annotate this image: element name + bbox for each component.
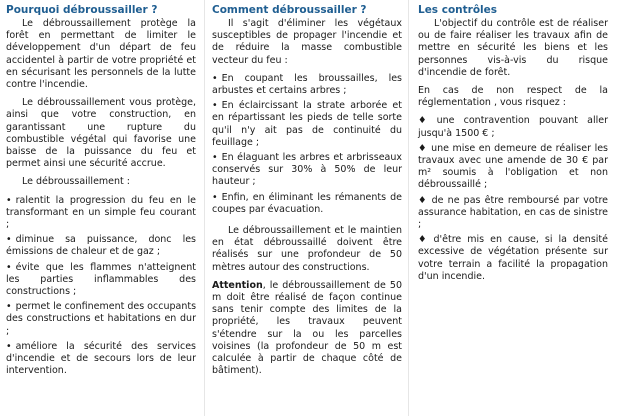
list-item: ♦ une mise en demeure de réaliser les travaux avec une amende de 30 € par m² soumis à l'obligation et non débroussaillé ; <box>418 142 608 191</box>
bullet-dot-icon: • <box>6 234 12 246</box>
bullet-list <box>212 73 402 219</box>
list-item: • En élaguant les arbres et arbrisseaux conservés sur 30% à 50% de leur hauteur ; <box>212 152 402 188</box>
list-item: ♦ une contravention pouvant aller jusqu'à 1500 € ; <box>418 115 608 139</box>
bullet-diamond-icon: ♦ <box>418 234 430 246</box>
list-item: • diminue sa puissance, donc les émissions de chaleur et de gaz ; <box>6 234 196 258</box>
list-intro: Le débroussaillement : <box>22 176 130 188</box>
bullet-diamond-icon: ♦ <box>418 194 428 206</box>
bullet-list <box>6 195 196 381</box>
list-item: • Enfin, en éliminant les rémanents de coupes par évacuation. <box>212 191 402 215</box>
bullet-diamond-icon: ♦ <box>418 142 428 154</box>
bullet-dot-icon: • <box>6 194 12 206</box>
list-item: • En éclaircissant la strate arborée et en répartissant les pieds de telle sorte qu'il n'y ait pas de continuité du feuillage ; <box>212 100 402 148</box>
column-divider <box>408 0 409 416</box>
heading-comment: Comment débroussailler ? <box>212 4 367 16</box>
paragraph: En cas de non respect de la réglementation , vous risquez : <box>418 85 608 109</box>
attention-label: Attention <box>212 279 263 291</box>
bullet-dot-icon: • <box>6 261 12 273</box>
attention-paragraph: Attention, le débroussaillement de 50 m doit être réalisé de façon continue sans tenir compte des limites de la propriété, les travaux peuvent s'étendre sur la ou les parcelles voisines (la profondeur de 50 m est calculée à partir de chaque côté de bâtiment). <box>212 279 402 377</box>
column-pourquoi <box>6 4 196 416</box>
list-item: ♦ de ne pas être remboursé par votre assurance habitation, en cas de sinistre ; <box>418 194 608 231</box>
paragraph: Le débroussaillement vous protège, ainsi que votre construction, en garantissant une rupture du combustible végétal qui favorise une baisse de la puissance du feu et permet ainsi une sécurité accrue. <box>6 97 196 170</box>
paragraph: Le débroussaillement protège la forêt en permettant de limiter le développement d'un départ de feu accidentel à partir de votre propriété et en sécurisant les personnels de la lutte contre l'incendie. <box>6 18 196 91</box>
bullet-dot-icon: • <box>6 301 12 313</box>
list-item: • permet le confinement des occupants des constructions et habitations en dur ; <box>6 301 197 337</box>
bullet-dot-icon: • <box>212 191 218 203</box>
column-controles <box>418 4 608 416</box>
list-item: ♦ d'être mis en cause, si la densité excessive de végétation présente sur votre terrain a facilité la propagation d'un incendie. <box>418 234 608 282</box>
column-comment <box>212 4 402 416</box>
list-item: • En coupant les broussailles, les arbustes et certains arbres ; <box>212 72 402 97</box>
bullet-dot-icon: • <box>212 152 218 164</box>
list-item: • évite que les flammes n'atteignent les parties inflammables des constructions ; <box>6 261 196 298</box>
paragraph: L'objectif du contrôle est de réaliser ou de faire réaliser les travaux afin de mettre en sécurité les biens et les personnes vis-à-vis du risque d'incendie de forêt. <box>418 18 608 78</box>
bullet-dot-icon: • <box>212 100 218 112</box>
column-divider <box>204 0 205 416</box>
paragraph: Le débroussaillement et le maintien en état débroussaillé doivent être réalisés sur une profondeur de 50 mètres autour des constructions. <box>212 225 402 273</box>
bullet-dot-icon: • <box>212 72 218 84</box>
heading-controles: Les contrôles <box>418 4 498 16</box>
heading-pourquoi: Pourquoi débroussailler ? <box>6 4 158 16</box>
bullet-dot-icon: • <box>6 340 12 352</box>
list-item: • améliore la sécurité des services d'incendie et de secours lors de leur intervention. <box>6 340 196 377</box>
bullet-diamond-icon: ♦ <box>418 115 433 127</box>
paragraph: Il s'agit d'éliminer les végétaux susceptibles de propager l'incendie et de réduire la masse combustible vecteur du feu : <box>212 18 402 66</box>
bullet-list <box>418 115 608 286</box>
list-item: • ralentit la progression du feu en le transformant en un simple feu courant ; <box>6 194 196 231</box>
